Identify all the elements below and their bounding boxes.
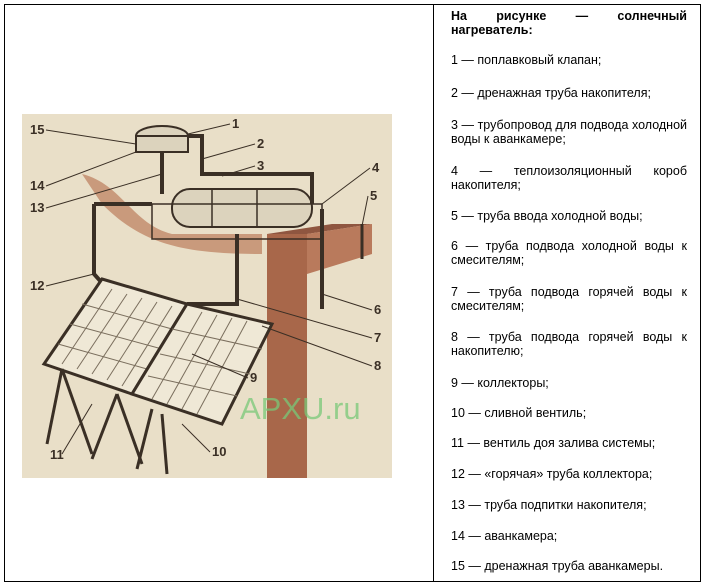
legend-item-1: 1 — поплавковый клапан;: [451, 53, 602, 67]
legend-item-11: 11 — вентиль доя залива системы;: [451, 436, 656, 450]
callout-13: 13: [30, 200, 45, 215]
legend-item-2: 2 — дренажная труба накопителя;: [451, 86, 651, 100]
storage-tank: [172, 189, 312, 227]
legend-item-13: 13 — труба подпитки накопителя;: [451, 498, 647, 512]
watermark-text: APXU.ru: [240, 391, 361, 426]
callout-1: 1: [232, 116, 240, 131]
legend-item-9: 9 — коллекторы;: [451, 376, 549, 390]
legend-panel: [451, 9, 687, 573]
legend-item-7: 7 — труба подвода горячей воды к смесителям;: [451, 285, 687, 313]
legend-item-3: 3 — трубопровод для подвода холодной воды к аванкамере;: [451, 118, 687, 146]
legend-item-10: 10 — сливной вентиль;: [451, 406, 587, 420]
callout-6: 6: [374, 302, 382, 317]
callout-3: 3: [257, 158, 265, 173]
legend-item-15: 15 — дренажная труба аванкамеры.: [451, 559, 664, 573]
legend-item-5: 5 — труба ввода холодной воды;: [451, 209, 643, 223]
callout-11: 11: [50, 447, 64, 462]
legend-item-8: 8 — труба подвода горячей воды к накопителю;: [451, 330, 687, 358]
callout-5: 5: [370, 188, 378, 203]
legend-item-4: 4 — теплоизоляционный короб накопителя;: [451, 164, 687, 192]
wall-front: [267, 234, 307, 478]
callout-4: 4: [372, 160, 380, 175]
column-divider: [433, 4, 434, 582]
callout-8: 8: [374, 358, 382, 373]
callout-10: 10: [212, 444, 227, 459]
callout-9: 9: [250, 370, 258, 385]
callout-12: 12: [30, 278, 45, 293]
callout-2: 2: [257, 136, 265, 151]
legend-item-14: 14 — аванкамера;: [451, 529, 558, 543]
legend-title: На рисунке — солнечный нагреватель:: [451, 9, 687, 37]
legend-item-6: 6 — труба подвода холодной воды к смесителям;: [451, 239, 687, 267]
callout-15: 15: [30, 122, 45, 137]
callout-7: 7: [374, 330, 382, 345]
legend-item-12: 12 — «горячая» труба коллектора;: [451, 467, 653, 481]
callout-14: 14: [30, 178, 45, 193]
